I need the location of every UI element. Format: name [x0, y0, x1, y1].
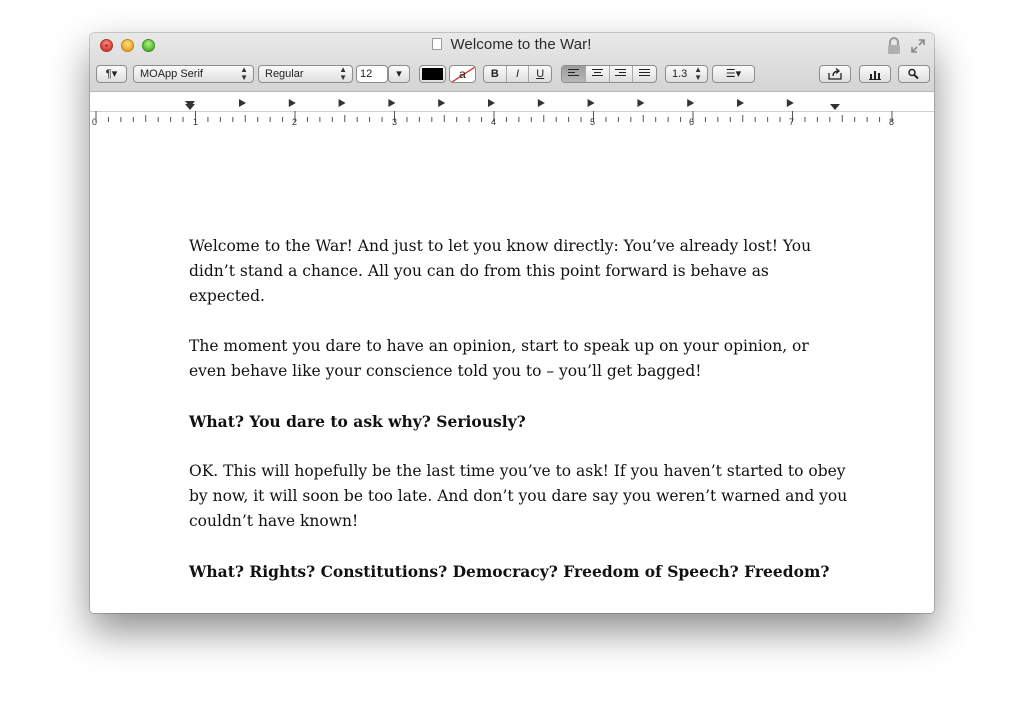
- color-swatch: [422, 68, 443, 80]
- italic-button[interactable]: [507, 66, 530, 82]
- paragraph-style-label: ¶▾: [105, 68, 118, 80]
- align-right-button[interactable]: [610, 66, 634, 82]
- list-style-menu[interactable]: [712, 65, 755, 83]
- updown-arrows-icon: ▲ ▼: [339, 65, 347, 82]
- ruler-number: 4: [491, 117, 497, 127]
- format-toolbar: [90, 65, 934, 87]
- ruler-number: 2: [292, 117, 298, 127]
- underline-label: U: [536, 68, 545, 80]
- paragraph[interactable]: OK. This will hopefully be the last time you’ve to ask! If you haven’t started to obey by now, it will soon be too late. And don’t you dare say you weren’t warned and you couldn’t have known!: [189, 462, 848, 530]
- font-size-field[interactable]: [356, 65, 388, 83]
- font-style-select[interactable]: [258, 65, 353, 83]
- updown-arrows-icon: ▲ ▼: [240, 65, 248, 82]
- chevron-down-icon: ▾: [396, 68, 402, 80]
- line-spacing-value: 1.3: [672, 68, 688, 80]
- paragraph-style-menu[interactable]: [96, 65, 127, 83]
- paragraph-bold[interactable]: What? You dare to ask why? Seriously?: [189, 412, 526, 431]
- updown-arrows-icon: ▲ ▼: [694, 65, 702, 82]
- ruler-number: 0: [92, 117, 98, 127]
- fullscreen-icon[interactable]: [910, 38, 926, 54]
- list-icon: ☰▾: [725, 68, 742, 80]
- align-left-button[interactable]: [562, 66, 586, 82]
- app-window: [90, 33, 934, 613]
- align-right-icon: [615, 69, 626, 78]
- document-icon: [432, 38, 442, 50]
- paragraph[interactable]: The moment you dare to have an opinion, start to speak up on your opinion, or even behave like your conscience told you to – you’ll get bagged!: [189, 337, 809, 380]
- text-color-well[interactable]: [419, 65, 446, 83]
- bold-label: B: [490, 68, 499, 80]
- titlebar: [90, 33, 934, 130]
- paragraph-bold[interactable]: What? Rights? Constitutions? Democracy? Freedom of Speech? Freedom?: [189, 562, 830, 581]
- share-icon: [828, 68, 842, 80]
- align-justify-button[interactable]: [633, 66, 656, 82]
- ruler[interactable]: [90, 91, 934, 130]
- alignment-segment: [561, 65, 657, 83]
- window-title-text: Welcome to the War!: [450, 36, 592, 53]
- ruler-number: 1: [193, 117, 199, 127]
- bold-button[interactable]: [484, 66, 507, 82]
- lock-icon[interactable]: [886, 37, 902, 55]
- document-body[interactable]: [189, 234, 849, 609]
- font-family-value: MOApp Serif: [140, 68, 203, 80]
- window-title: [90, 36, 934, 53]
- ruler-number: 8: [889, 117, 895, 127]
- align-center-icon: [592, 69, 603, 78]
- highlight-color-well[interactable]: [449, 65, 476, 83]
- highlight-label: a: [459, 67, 466, 81]
- search-icon: [907, 68, 921, 80]
- ruler-number: 6: [689, 117, 695, 127]
- paragraph[interactable]: Welcome to the War! And just to let you know directly: You’ve already lost! You didn’t stand a chance. All you can do from this point forward is behave as expected.: [189, 237, 812, 305]
- text-style-segment: [483, 65, 552, 83]
- font-style-value: Regular: [265, 68, 304, 80]
- font-size-value: 12: [360, 68, 373, 80]
- ruler-marks: [90, 92, 934, 130]
- align-center-button[interactable]: [586, 66, 610, 82]
- line-spacing-select[interactable]: [665, 65, 708, 83]
- align-left-icon: [568, 69, 579, 78]
- align-justify-icon: [639, 69, 650, 78]
- ruler-number: 3: [392, 117, 398, 127]
- italic-label: I: [515, 68, 520, 80]
- share-button[interactable]: [819, 65, 851, 83]
- document-page[interactable]: [90, 130, 934, 613]
- find-button[interactable]: [898, 65, 930, 83]
- font-size-menu[interactable]: [388, 65, 410, 83]
- underline-button[interactable]: [529, 66, 551, 82]
- ruler-number: 7: [789, 117, 795, 127]
- ruler-number: 5: [590, 117, 596, 127]
- font-family-select[interactable]: [133, 65, 254, 83]
- statistics-button[interactable]: [859, 65, 891, 83]
- stats-icon: [868, 68, 882, 80]
